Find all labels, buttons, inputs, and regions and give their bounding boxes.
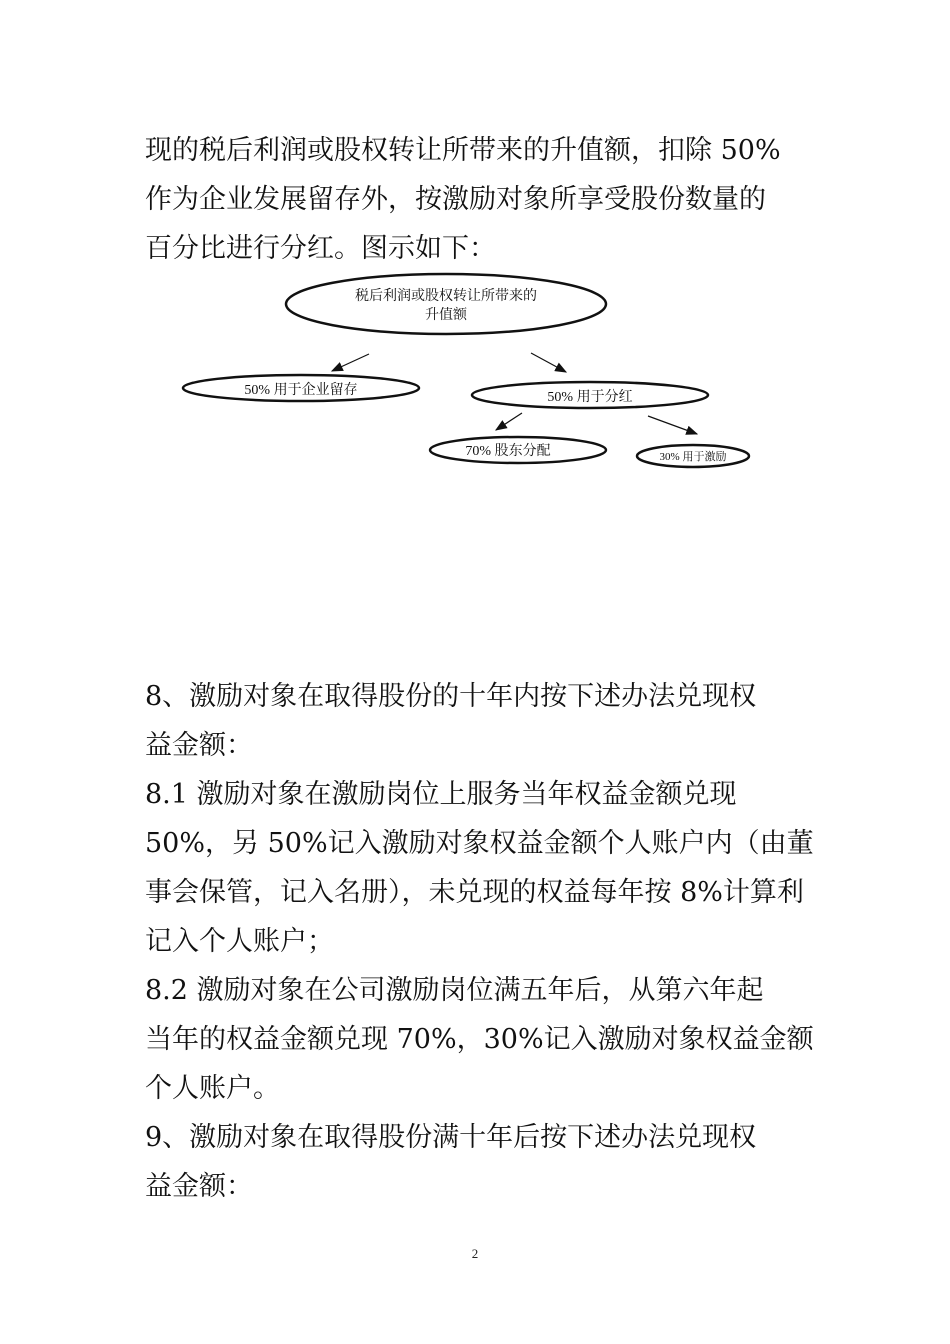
text-line: 事会保管，记入名册），未兑现的权益每年按 8%计算利 [145, 877, 804, 908]
dividend-label: 50% 用于分红 [547, 390, 633, 405]
text-line: 8.2 激励对象在公司激励岗位满五年后，从第六年起 [145, 975, 764, 1006]
retain-label: 50% 用于企业留存 [244, 383, 358, 398]
text-line: 8、激励对象在取得股份的十年内按下述办法兑现权 [145, 681, 757, 712]
profit-distribution-diagram [0, 270, 950, 490]
shareholders-label: 70% 股东分配 [465, 444, 551, 459]
root-label-line2: 升值额 [425, 308, 467, 323]
section-8-9-paragraphs [145, 672, 814, 1211]
text-line: 50%，另 50%记入激励对象权益金额个人账户内（由董 [145, 828, 814, 859]
text-line: 8.1 激励对象在激励岗位上服务当年权益金额兑现 [145, 779, 737, 810]
text-line: 作为企业发展留存外，按激励对象所享受股份数量的 [145, 184, 766, 215]
root-label-line1: 税后利润或股权转让所带来的 [355, 289, 537, 304]
intro-paragraph [145, 126, 810, 273]
arrow-to-right [531, 353, 566, 372]
text-line: 百分比进行分红。图示如下： [145, 233, 496, 264]
text-line: 9、激励对象在取得股份满十年后按下述办法兑现权 [145, 1122, 757, 1153]
arrow-to-shareholders [496, 413, 522, 430]
incentive-label: 30% 用于激励 [659, 451, 727, 463]
arrow-to-incentive [648, 416, 697, 434]
text-line: 益金额： [145, 730, 253, 761]
page-number: 2 [471, 1246, 479, 1261]
arrow-to-left [332, 354, 369, 371]
text-line: 记入个人账户； [145, 926, 334, 957]
text-line: 现的税后利润或股权转让所带来的升值额，扣除 50% [145, 135, 781, 166]
root-node [286, 274, 606, 334]
text-line: 个人账户。 [145, 1073, 280, 1104]
text-line: 益金额： [145, 1171, 253, 1202]
text-line: 当年的权益金额兑现 70%，30%记入激励对象权益金额 [145, 1024, 814, 1055]
